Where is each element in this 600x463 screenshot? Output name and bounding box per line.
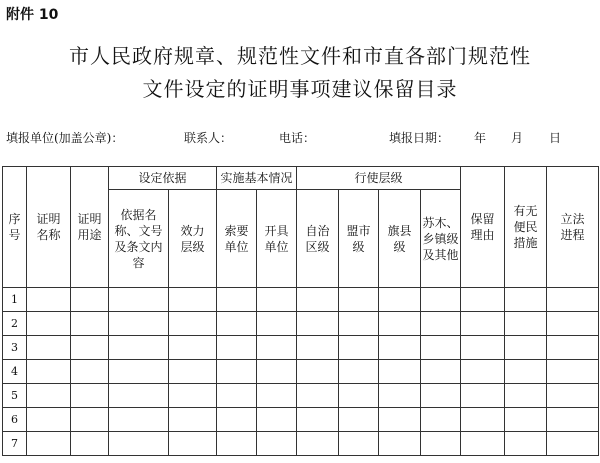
header-group-implementation: 实施基本情况: [217, 167, 297, 190]
header-town: 苏木、乡镇级及其他: [421, 190, 461, 288]
table-row: [3, 288, 599, 312]
header-name: 证明名称: [27, 167, 71, 288]
header-request-unit: 索要单位: [217, 190, 257, 288]
header-group-basis: 设定依据: [109, 167, 217, 190]
row-number: 1: [3, 288, 27, 312]
row-number: 3: [3, 336, 27, 360]
table-row: [3, 432, 599, 456]
header-use: 证明用途: [71, 167, 109, 288]
header-convenience: 有无便民措施: [505, 167, 547, 288]
header-banner: 旗县级: [379, 190, 421, 288]
table-row: [3, 360, 599, 384]
row-number: 7: [3, 432, 27, 456]
document-title-line-2: 文件设定的证明事项建议保留目录: [142, 77, 458, 101]
header-seq: 序号: [3, 167, 27, 288]
table-row: [3, 408, 599, 432]
document-title-line-1: 市人民政府规章、规范性文件和市直各部门规范性: [69, 44, 531, 68]
table-row: [3, 312, 599, 336]
header-reason: 保留理由: [461, 167, 505, 288]
info-contact-label: 联系人：: [184, 131, 233, 145]
row-number: 4: [3, 360, 27, 384]
row-number: 2: [3, 312, 27, 336]
header-region: 自治区级: [297, 190, 339, 288]
header-group-level: 行使层级: [297, 167, 461, 190]
header-issue-unit: 开具单位: [257, 190, 297, 288]
info-day-label: 日: [549, 131, 562, 145]
header-basis-doc: 依据名称、文号及条文内容: [109, 190, 169, 288]
table-row: [3, 384, 599, 408]
info-month-label: 月: [511, 131, 524, 145]
evidence-items-table: [2, 166, 599, 456]
info-year-label: 年: [474, 131, 487, 145]
header-effect-level: 效力层级: [169, 190, 217, 288]
header-league: 盟市级: [339, 190, 379, 288]
attachment-label: 附件 10: [6, 7, 59, 23]
header-legislation: 立法进程: [547, 167, 599, 288]
info-phone-label: 电话：: [279, 131, 316, 145]
info-unit-label: 填报单位(加盖公章)：: [6, 131, 124, 145]
info-date-label: 填报日期：: [389, 131, 450, 145]
row-number: 6: [3, 408, 27, 432]
row-number: 5: [3, 384, 27, 408]
table-row: [3, 336, 599, 360]
